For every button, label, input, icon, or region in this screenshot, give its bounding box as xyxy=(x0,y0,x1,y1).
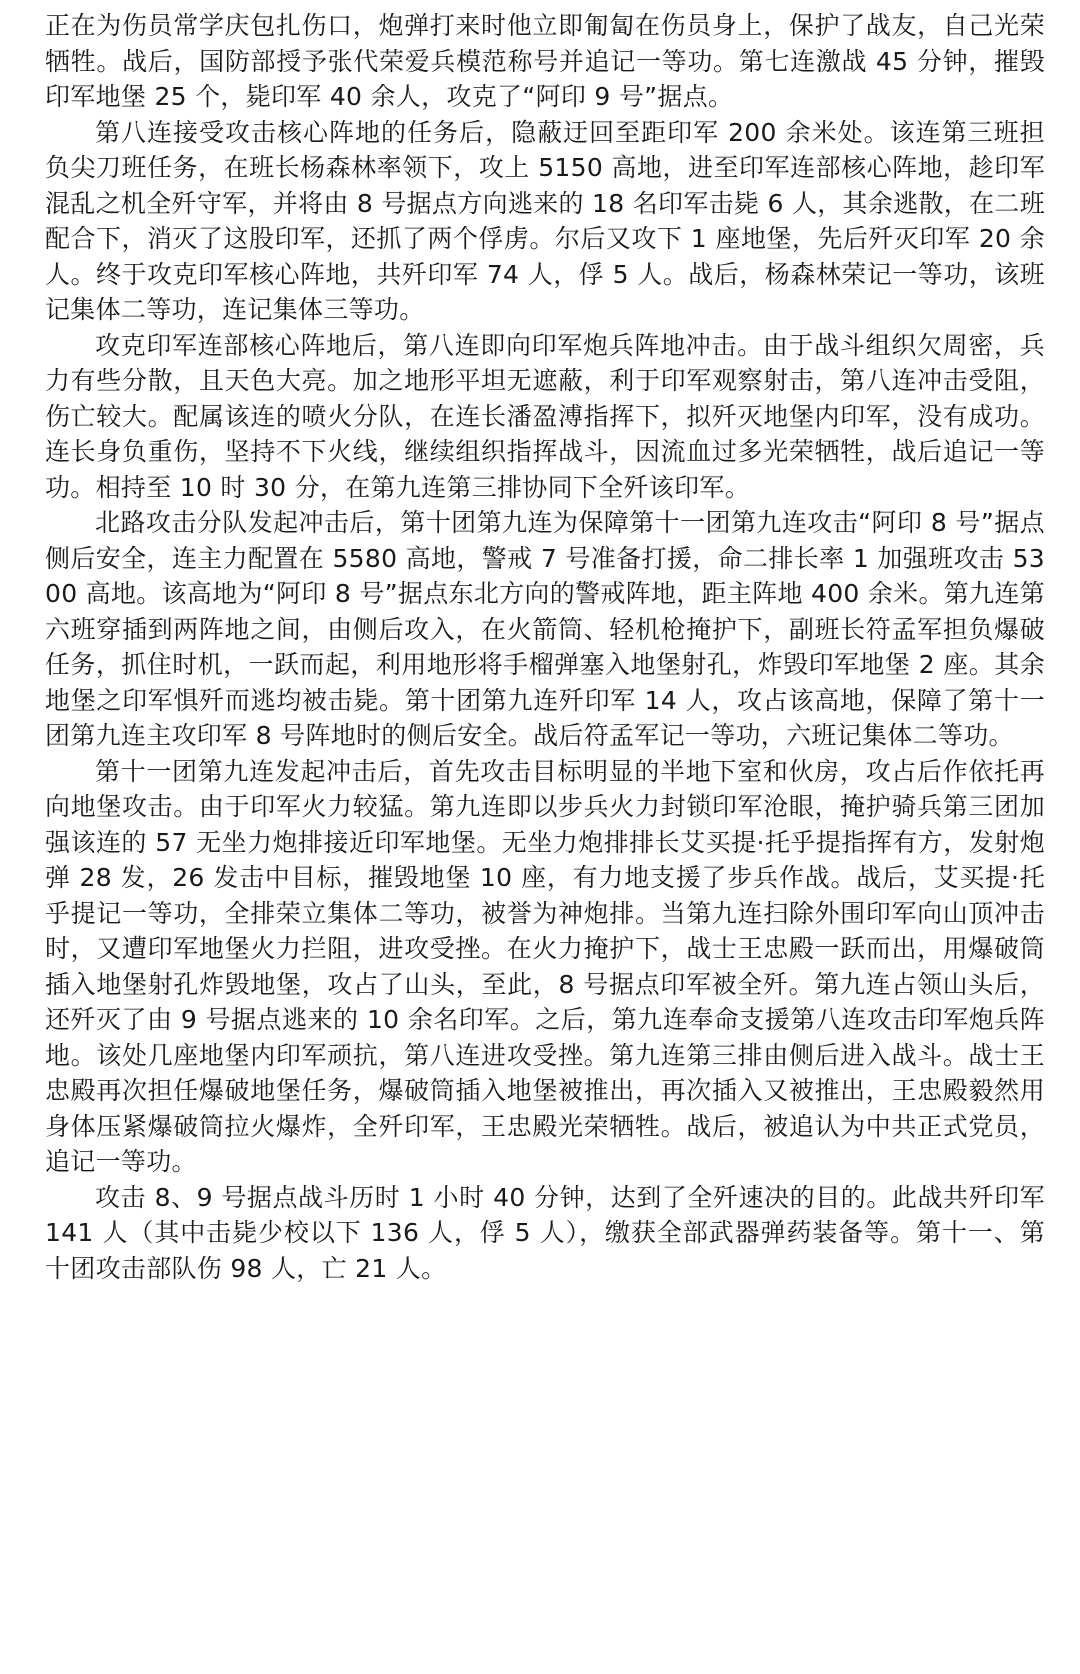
paragraph-5: 第十一团第九连发起冲击后，首先攻击目标明显的半地下室和伙房，攻占后作依托再向地堡攻击。由于印军火力较猛。第九连即以步兵火力封锁印军沧眼，掩护骑兵第三团加强该连的 57 无坐力炮排接近印军地堡。无坐力炮排排长艾买提·托乎提指挥有方，发射炮弹 28 发，26 发击中目标，摧毁地堡 10 座，有力地支援了步兵作战。战后，艾买提·托乎提记一等功，全排荣立集体二等功，被誉为神炮排。当第九连扫除外围印军向山顶冲击时，又遭印军地堡火力拦阻，进攻受挫。在火力掩护下，战士王忠殿一跃而出，用爆破筒插入地堡射孔炸毁地堡，攻占了山头，至此，8 号据点印军被全歼。第九连占领山头后，还歼灭了由 9 号据点逃来的 10 余名印军。之后，第九连奉命支援第八连攻击印军炮兵阵地。该处几座地堡内印军顽抗，第八连进攻受挫。第九连第三排由侧后进入战斗。战士王忠殿再次担任爆破地堡任务，爆破筒插入地堡被推出，再次插入又被推出，王忠殿毅然用身体压紧爆破筒拉火爆炸，全歼印军，王忠殿光荣牺牲。战后，被追认为中共正式党员，追记一等功。 xyxy=(45,756,1045,1176)
document-body xyxy=(45,8,1045,1286)
paragraph-1: 正在为伤员常学庆包扎伤口，炮弹打来时他立即匍匐在伤员身上，保护了战友，自己光荣牺牲。战后，国防部授予张代荣爱兵模范称号并追记一等功。第七连激战 45 分钟，摧毁印军地堡 25 个，毙印军 40 余人，攻克了“阿印 9 号”据点。 xyxy=(45,11,1045,111)
paragraph-4: 北路攻击分队发起冲击后，第十团第九连为保障第十一团第九连攻击“阿印 8 号”据点侧后安全，连主力配置在 5580 高地，警戒 7 号准备打援，命二排长率 1 加强班攻击 5300 高地。该高地为“阿印 8 号”据点东北方向的警戒阵地，距主阵地 400 余米。第九连第六班穿插到两阵地之间，由侧后攻入，在火箭筒、轻机枪掩护下，副班长符孟军担负爆破任务，抓住时机，一跃而起，利用地形将手榴弹塞入地堡射孔，炸毁印军地堡 2 座。其余地堡之印军惧歼而逃均被击毙。第十团第九连歼印军 14 人，攻占该高地，保障了第十一团第九连主攻印军 8 号阵地时的侧后安全。战后符孟军记一等功，六班记集体二等功。 xyxy=(45,508,1045,750)
paragraph-2: 第八连接受攻击核心阵地的任务后，隐蔽迂回至距印军 200 余米处。该连第三班担负尖刀班任务，在班长杨森林率领下，攻上 5150 高地，进至印军连部核心阵地，趁印军混乱之机全歼守军，并将由 8 号据点方向逃来的 18 名印军击毙 6 人，其余逃散，在二班配合下，消灭了这股印军，还抓了两个俘虏。尔后又攻下 1 座地堡，先后歼灭印军 20 余人。终于攻克印军核心阵地，共歼印军 74 人，俘 5 人。战后，杨森林荣记一等功，该班记集体二等功，连记集体三等功。 xyxy=(45,117,1045,324)
paragraph-3: 攻克印军连部核心阵地后，第八连即向印军炮兵阵地冲击。由于战斗组织欠周密，兵力有些分散，且天色大亮。加之地形平坦无遮蔽，利于印军观察射击，第八连冲击受阻，伤亡较大。配属该连的喷火分队，在连长潘盈溥指挥下，拟歼灭地堡内印军，没有成功。连长身负重伤，坚持不下火线，继续组织指挥战斗，因流血过多光荣牺牲，战后追记一等功。相持至 10 时 30 分，在第九连第三排协同下全歼该印军。 xyxy=(45,330,1045,502)
paragraph-6: 攻击 8、9 号据点战斗历时 1 小时 40 分钟，达到了全歼速决的目的。此战共歼印军 141 人（其中击毙少校以下 136 人，俘 5 人），缴获全部武器弹药装备等。第十一、第十团攻击部队伤 98 人，亡 21 人。 xyxy=(45,1182,1045,1283)
